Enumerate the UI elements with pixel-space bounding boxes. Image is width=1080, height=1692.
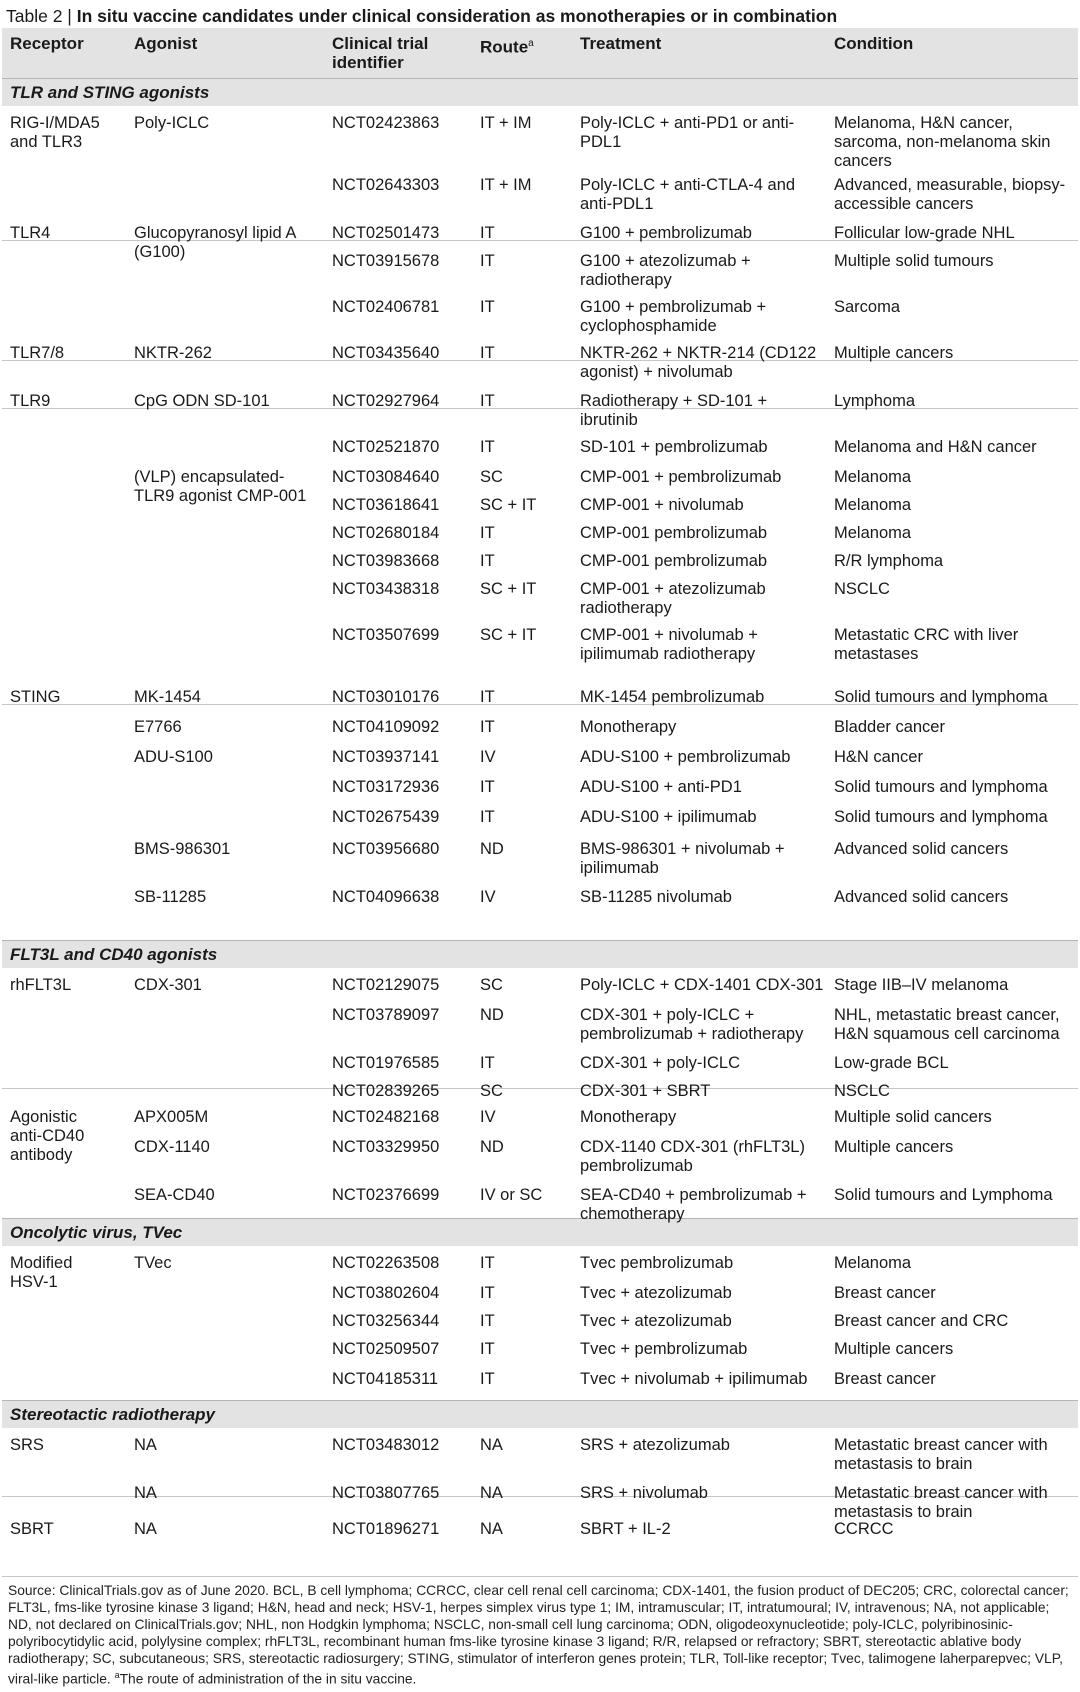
condition-cell: Melanoma and H&N cancer [834, 438, 1037, 456]
trial-id-cell: NCT03084640 [332, 468, 440, 486]
route-cell: IT [480, 1312, 495, 1330]
route-cell: IT [480, 224, 495, 242]
route-cell: SC [480, 976, 503, 994]
condition-cell: Melanoma [834, 1254, 912, 1272]
condition-cell: NHL, metastatic breast cancer, H&N squamous cell carcinoma [834, 1006, 1060, 1043]
treatment-cell: CMP-001 + nivolumab + ipilimumab radiotherapy [580, 626, 758, 663]
route-cell: IV [480, 748, 496, 766]
condition-cell: Solid tumours and lymphoma [834, 808, 1048, 826]
treatment-cell: CMP-001 pembrolizumab [580, 552, 768, 570]
treatment-cell: CMP-001 + atezolizumab radiotherapy [580, 580, 766, 617]
header-condition: Condition [834, 34, 914, 53]
condition-cell: Multiple solid tumours [834, 252, 994, 270]
route-cell: ND [480, 840, 504, 858]
condition-cell: Lymphoma [834, 392, 916, 410]
receptor-cell: SBRT [10, 1520, 54, 1538]
route-cell: IT [480, 1370, 495, 1388]
condition-cell: Breast cancer [834, 1370, 936, 1388]
treatment-cell: ADU-S100 + anti-PD1 [580, 778, 742, 796]
data-table [2, 28, 1078, 1576]
trial-id-cell: NCT02675439 [332, 808, 440, 826]
trial-id-cell: NCT03807765 [332, 1484, 440, 1502]
receptor-cell: Modified HSV-1 [10, 1254, 73, 1291]
receptor-cell: TLR9 [10, 392, 51, 410]
trial-id-cell: NCT04096638 [332, 888, 440, 906]
trial-id-cell: NCT03329950 [332, 1138, 440, 1156]
route-cell: IT [480, 392, 495, 410]
trial-id-cell: NCT01896271 [332, 1520, 440, 1538]
table-bottom-rule [2, 1576, 1078, 1577]
treatment-cell: Tvec pembrolizumab [580, 1254, 734, 1272]
route-cell: IT [480, 688, 495, 706]
treatment-cell: CMP-001 pembrolizumab [580, 524, 768, 542]
condition-cell: NSCLC [834, 580, 890, 598]
section-title: TLR and STING agonists [10, 83, 210, 102]
route-cell: SC [480, 468, 503, 486]
condition-cell: Multiple cancers [834, 1138, 954, 1156]
condition-cell: Melanoma [834, 524, 912, 542]
treatment-cell: SBRT + IL-2 [580, 1520, 671, 1538]
trial-id-cell: NCT03618641 [332, 496, 440, 514]
treatment-cell: SD-101 + pembrolizumab [580, 438, 768, 456]
agonist-cell: SB-11285 [134, 888, 207, 906]
treatment-cell: G100 + pembrolizumab + cyclophosphamide [580, 298, 767, 335]
agonist-cell: CDX-301 [134, 976, 202, 994]
trial-id-cell: NCT02482168 [332, 1108, 440, 1126]
treatment-cell: Poly-ICLC + anti-CTLA-4 and anti-PDL1 [580, 176, 796, 213]
route-cell: SC + IT [480, 496, 537, 514]
section-header [2, 940, 1078, 968]
treatment-cell: NKTR-262 + NKTR-214 (CD122 agonist) + nivolumab [580, 344, 817, 381]
table-caption [6, 3, 1074, 29]
treatment-cell: SB-11285 nivolumab [580, 888, 732, 906]
treatment-cell: ADU-S100 + ipilimumab [580, 808, 757, 826]
condition-cell: Multiple cancers [834, 1340, 954, 1358]
trial-id-cell: NCT02509507 [332, 1340, 440, 1358]
agonist-cell: NKTR-262 [134, 344, 212, 362]
treatment-cell: Tvec + nivolumab + ipilimumab [580, 1370, 808, 1388]
route-cell: IV or SC [480, 1186, 543, 1204]
treatment-cell: CMP-001 + nivolumab [580, 496, 744, 514]
route-cell: IT [480, 1254, 495, 1272]
condition-cell: Solid tumours and Lymphoma [834, 1186, 1053, 1204]
trial-id-cell: NCT02680184 [332, 524, 440, 542]
trial-id-cell: NCT02501473 [332, 224, 440, 242]
agonist-cell: MK-1454 [134, 688, 201, 706]
agonist-cell: TVec [134, 1254, 172, 1272]
route-cell: IT [480, 298, 495, 316]
route-cell: IT + IM [480, 176, 532, 194]
agonist-cell: CDX-1140 [134, 1138, 210, 1156]
header-route-label: Route [480, 37, 529, 57]
treatment-cell: G100 + atezolizumab + radiotherapy [580, 252, 751, 289]
treatment-cell: CDX-301 + poly-ICLC + pembrolizumab + radiotherapy [580, 1006, 804, 1043]
agonist-cell: APX005M [134, 1108, 209, 1126]
treatment-cell: CDX-301 + SBRT [580, 1082, 711, 1100]
trial-id-cell: NCT03937141 [332, 748, 440, 766]
section-header [2, 78, 1078, 106]
header-receptor: Receptor [10, 34, 84, 53]
trial-id-cell: NCT01976585 [332, 1054, 440, 1072]
route-cell: IT [480, 1054, 495, 1072]
agonist-cell: SEA-CD40 [134, 1186, 215, 1204]
receptor-cell: rhFLT3L [10, 976, 72, 994]
column-divider [126, 78, 127, 1576]
condition-cell: Stage IIB–IV melanoma [834, 976, 1009, 994]
condition-cell: Follicular low-grade NHL [834, 224, 1015, 242]
route-cell: ND [480, 1006, 504, 1024]
condition-cell: Bladder cancer [834, 718, 945, 736]
condition-cell: Metastatic CRC with liver metastases [834, 626, 1019, 663]
route-cell: SC + IT [480, 580, 537, 598]
condition-cell: Metastatic breast cancer with metastasis to brain [834, 1436, 1048, 1473]
treatment-cell: Radiotherapy + SD-101 + ibrutinib [580, 392, 768, 429]
treatment-cell: CDX-301 + poly-ICLC [580, 1054, 741, 1072]
treatment-cell: G100 + pembrolizumab [580, 224, 752, 242]
treatment-cell: SRS + atezolizumab [580, 1436, 730, 1454]
route-cell: NA [480, 1436, 503, 1454]
condition-cell: R/R lymphoma [834, 552, 944, 570]
route-cell: IT [480, 1340, 495, 1358]
trial-id-cell: NCT03802604 [332, 1284, 440, 1302]
table-number: Table 2 | [6, 6, 77, 26]
trial-id-cell: NCT02927964 [332, 392, 440, 410]
receptor-cell: TLR7/8 [10, 344, 65, 362]
table-header [2, 28, 1078, 78]
condition-cell: Metastatic breast cancer with metastasis to brain [834, 1484, 1048, 1521]
route-cell: IV [480, 888, 496, 906]
treatment-cell: ADU-S100 + pembrolizumab [580, 748, 791, 766]
trial-id-cell: NCT02423863 [332, 114, 440, 132]
footnote-text: Source: ClinicalTrials.gov as of June 2020. BCL, B cell lymphoma; CCRCC, clear cell renal cell carcinoma; CDX-1401, the fusion product of DEC205; CRC, colorectal cancer; FLT3L, fms-like tyrosine kinase 3 ligand; H&N, head and neck; HSV-1, herpes simplex virus type 1; IM, intramuscular; IT, intratumoural; IV, intravenous; NA, not applicable; ND, not declared on ClinicalTrials.gov; NHL, non Hodgkin lymphoma; NSCLC, non-small cell lung carcinoma; ODN, oligodeoxynucleotide; poly-ICLC, polyribinosinic-polyribocytidylic acid, polylysine complex; rhFLT3L, recombinant human fms-like tyrosine kinase 3 ligand; R/R, relapsed or refractory; SBRT, stereotactic ablative body radiotherapy; SC, subcutaneous; SRS, stereotactic radiosurgery; STING, stimulator of interferon genes protein; TLR, Toll-like receptor; Tvec, talimogene laherparepvec; VLP, viral-like particle. [8, 1583, 1069, 1687]
route-cell: NA [480, 1520, 503, 1538]
trial-id-cell: NCT02839265 [332, 1082, 440, 1100]
route-cell: IT [480, 718, 495, 736]
route-cell: SC + IT [480, 626, 537, 644]
treatment-cell: MK-1454 pembrolizumab [580, 688, 765, 706]
header-agonist: Agonist [134, 34, 198, 53]
treatment-cell: Monotherapy [580, 1108, 677, 1126]
treatment-cell: CMP-001 + pembrolizumab [580, 468, 782, 486]
trial-id-cell: NCT04185311 [332, 1370, 439, 1388]
table-title: In situ vaccine candidates under clinical consideration as monotherapies or in combination [76, 6, 838, 26]
trial-id-cell: NCT03956680 [332, 840, 440, 858]
trial-id-cell: NCT02129075 [332, 976, 440, 994]
condition-cell: CCRCC [834, 1520, 894, 1538]
trial-id-cell: NCT03435640 [332, 344, 440, 362]
receptor-cell: RIG-I/MDA5 and TLR3 [10, 114, 100, 151]
route-cell: IT [480, 808, 495, 826]
condition-cell: Multiple solid cancers [834, 1108, 992, 1126]
condition-cell: Advanced solid cancers [834, 840, 1009, 858]
route-cell: IV [480, 1108, 496, 1126]
agonist-cell: Poly-ICLC [134, 114, 210, 132]
condition-cell: Low-grade BCL [834, 1054, 949, 1072]
column-divider [324, 78, 325, 1576]
trial-id-cell: NCT03172936 [332, 778, 440, 796]
agonist-cell: NA [134, 1436, 157, 1454]
treatment-cell: Tvec + pembrolizumab [580, 1340, 748, 1358]
treatment-cell: Poly-ICLC + anti-PD1 or anti-PDL1 [580, 114, 795, 151]
route-cell: IT [480, 524, 495, 542]
section-title: Oncolytic virus, TVec [10, 1223, 183, 1242]
route-cell: IT [480, 1284, 495, 1302]
trial-id-cell: NCT03256344 [332, 1312, 440, 1330]
condition-cell: Melanoma, H&N cancer, sarcoma, non-melanoma skin cancers [834, 114, 1051, 170]
route-cell: SC [480, 1082, 503, 1100]
route-cell: NA [480, 1484, 503, 1502]
route-cell: IT [480, 552, 495, 570]
route-cell: IT [480, 252, 495, 270]
receptor-cell: SRS [10, 1436, 44, 1454]
route-cell: IT [480, 778, 495, 796]
treatment-cell: Monotherapy [580, 718, 677, 736]
receptor-cell: STING [10, 688, 61, 706]
receptor-cell: Agonistic anti-CD40 antibody [10, 1108, 85, 1164]
condition-cell: Advanced, measurable, biopsy-accessible cancers [834, 176, 1066, 213]
treatment-cell: BMS-986301 + nivolumab + ipilimumab [580, 840, 785, 877]
treatment-cell: SRS + nivolumab [580, 1484, 708, 1502]
treatment-cell: Tvec + atezolizumab [580, 1284, 732, 1302]
route-cell: IT + IM [480, 114, 532, 132]
agonist-cell: CpG ODN SD-101 [134, 392, 270, 410]
condition-cell: Breast cancer [834, 1284, 936, 1302]
section-title: Stereotactic radiotherapy [10, 1405, 216, 1424]
condition-cell: Advanced solid cancers [834, 888, 1009, 906]
header-route-footnote-mark: a [528, 38, 534, 49]
header-route [480, 34, 534, 57]
section-header [2, 1218, 1078, 1246]
condition-cell: Solid tumours and lymphoma [834, 688, 1048, 706]
treatment-cell: Tvec + atezolizumab [580, 1312, 732, 1330]
header-treatment: Treatment [580, 34, 662, 53]
footnote-tail: The route of administration of the in situ vaccine. [119, 1671, 417, 1687]
treatment-cell: Poly-ICLC + CDX-1401 CDX-301 [580, 976, 824, 994]
column-divider [472, 78, 473, 1576]
section-title: FLT3L and CD40 agonists [10, 945, 218, 964]
agonist-cell: BMS-986301 [134, 840, 231, 858]
condition-cell: Sarcoma [834, 298, 901, 316]
trial-id-cell: NCT03983668 [332, 552, 440, 570]
trial-id-cell: NCT02406781 [332, 298, 440, 316]
footnote-mark: a [114, 1670, 120, 1680]
condition-cell: Melanoma [834, 468, 912, 486]
treatment-cell: CDX-1140 CDX-301 (rhFLT3L) pembrolizumab [580, 1138, 805, 1175]
trial-id-cell: NCT02643303 [332, 176, 440, 194]
agonist-cell: NA [134, 1484, 157, 1502]
agonist-cell: ADU-S100 [134, 748, 213, 766]
condition-cell: Melanoma [834, 496, 912, 514]
trial-id-cell: NCT03507699 [332, 626, 440, 644]
section-header [2, 1400, 1078, 1428]
column-divider [572, 78, 573, 1576]
condition-cell: NSCLC [834, 1082, 890, 1100]
table-footnote [8, 1582, 1074, 1688]
trial-id-cell: NCT03789097 [332, 1006, 440, 1024]
trial-id-cell: NCT03010176 [332, 688, 440, 706]
route-cell: ND [480, 1138, 504, 1156]
condition-cell: Multiple cancers [834, 344, 954, 362]
trial-id-cell: NCT02376699 [332, 1186, 440, 1204]
condition-cell: Solid tumours and lymphoma [834, 778, 1048, 796]
agonist-cell: (VLP) encapsulated-TLR9 agonist CMP-001 [134, 468, 307, 505]
agonist-cell: NA [134, 1520, 157, 1538]
trial-id-cell: NCT03483012 [332, 1436, 440, 1454]
treatment-cell: SEA-CD40 + pembrolizumab + chemotherapy [580, 1186, 807, 1223]
route-cell: IT [480, 438, 495, 456]
trial-id-cell: NCT03438318 [332, 580, 440, 598]
condition-cell: H&N cancer [834, 748, 923, 766]
agonist-cell: Glucopyranosyl lipid A (G100) [134, 224, 296, 261]
receptor-cell: TLR4 [10, 224, 51, 242]
trial-id-cell: NCT04109092 [332, 718, 440, 736]
trial-id-cell: NCT02263508 [332, 1254, 440, 1272]
trial-id-cell: NCT02521870 [332, 438, 440, 456]
agonist-cell: E7766 [134, 718, 182, 736]
header-trial-id: Clinical trial identifier [332, 34, 429, 72]
condition-cell: Breast cancer and CRC [834, 1312, 1009, 1330]
route-cell: IT [480, 344, 495, 362]
trial-id-cell: NCT03915678 [332, 252, 440, 270]
